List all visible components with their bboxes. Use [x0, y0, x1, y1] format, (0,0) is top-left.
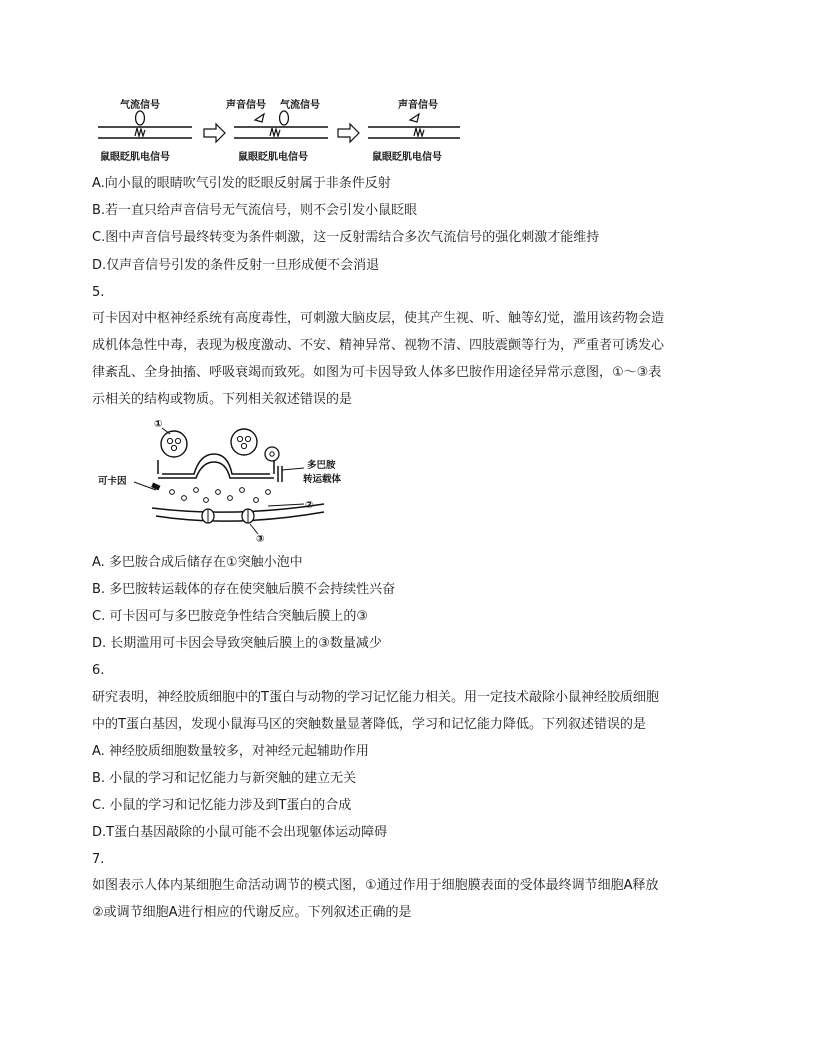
q5-number: 5.	[92, 285, 105, 300]
emg-signal-icon	[270, 128, 280, 136]
panel2-top-label-sound: 声音信号	[226, 100, 266, 111]
q5-option-d: D. 长期滥用可卡因会导致突触后膜上的③数量减少	[92, 636, 382, 651]
arrow-right-icon	[204, 124, 225, 142]
q4-option-d: D.仅声音信号引发的条件反射一旦形成便不会消退	[92, 258, 380, 273]
q5-stem-line: 可卡因对中枢神经系统有高度毒性，可刺激大脑皮层，使其产生视、听、触等幻觉，滥用该药物会造	[92, 311, 665, 326]
panel2-top-label-air: 气流信号	[280, 100, 320, 111]
q6-stem-line: 中的T蛋白基因，发现小鼠海马区的突触数量显著降低，学习和记忆能力降低。下列叙述错误的是	[92, 717, 646, 732]
q5-stem-line: 成机体急性中毒，表现为极度激动、不安、精神异常、视物不清、四肢震颤等行为，严重者可诱发心	[92, 338, 665, 353]
arrow-right-icon	[338, 124, 359, 142]
q4-option-a: A.向小鼠的眼睛吹气引发的眨眼反射属于非条件反射	[92, 176, 391, 191]
q4-option-b: B.若一直只给声音信号无气流信号，则不会引发小鼠眨眼	[92, 203, 418, 218]
sound-signal-icon	[255, 114, 264, 122]
panel1-top-label: 气流信号	[120, 100, 160, 111]
q4-option-c: C.图中声音信号最终转变为条件刺激，这一反射需结合多次气流信号的强化刺激才能维持	[92, 230, 600, 245]
airflow-marker-icon	[136, 111, 145, 125]
q6-stem-line: 研究表明，神经胶质细胞中的T蛋白与动物的学习记忆能力相关。用一定技术敲除小鼠神经胶质细胞	[92, 690, 659, 705]
blink-reflex-figure	[92, 92, 462, 166]
q5-stem-line: 示相关的结构或物质。下列相关叙述错误的是	[92, 392, 353, 407]
transporter-label-line1: 多巴胺	[307, 460, 336, 471]
q6-option-c: C. 小鼠的学习和记忆能力涉及到T蛋白的合成	[92, 798, 352, 813]
airflow-marker-icon	[280, 111, 289, 125]
q5-stem-line: 律紊乱、全身抽搐、呼吸衰竭而致死。如图为可卡因导致人体多巴胺作用途径异常示意图，①～③表	[92, 365, 662, 380]
emg-signal-icon	[135, 128, 145, 136]
emg-signal-icon	[414, 128, 424, 136]
cocaine-label: 可卡因	[98, 476, 127, 487]
q6-number: 6.	[92, 663, 105, 678]
synaptic-vesicle-icon	[161, 431, 187, 457]
q6-option-a: A. 神经胶质细胞数量较多，对神经元起辅助作用	[92, 744, 369, 759]
label-2: ②	[305, 500, 314, 511]
q5-option-c: C. 可卡因可与多巴胺竞争性结合突触后膜上的③	[92, 609, 368, 624]
q7-stem-line: ②或调节细胞A进行相应的代谢反应。下列叙述正确的是	[92, 905, 412, 920]
synaptic-vesicle-icon	[231, 429, 257, 455]
panel3-top-label: 声音信号	[398, 100, 438, 111]
q6-option-b: B. 小鼠的学习和记忆能力与新突触的建立无关	[92, 771, 357, 786]
q5-option-b: B. 多巴胺转运载体的存在使突触后膜不会持续性兴奋	[92, 582, 396, 597]
panel1-bottom-label: 鼠眼眨肌电信号	[100, 152, 170, 163]
q6-option-d: D.T蛋白基因敲除的小鼠可能不会出现躯体运动障碍	[92, 825, 388, 840]
transporter-label-line2: 转运载体	[303, 474, 342, 485]
label-1: ①	[154, 419, 163, 430]
panel3-bottom-label: 鼠眼眨肌电信号	[372, 152, 442, 163]
q7-stem-line: 如图表示人体内某细胞生命活动调节的模式图，①通过作用于细胞膜表面的受体最终调节细胞A释放	[92, 878, 659, 893]
panel2-bottom-label: 鼠眼眨肌电信号	[238, 152, 308, 163]
label-3: ③	[256, 534, 265, 545]
sound-signal-icon	[410, 114, 419, 122]
synapse-diagram	[92, 412, 372, 546]
q5-option-a: A. 多巴胺合成后储存在①突触小泡中	[92, 555, 303, 570]
q7-number: 7.	[92, 852, 105, 867]
